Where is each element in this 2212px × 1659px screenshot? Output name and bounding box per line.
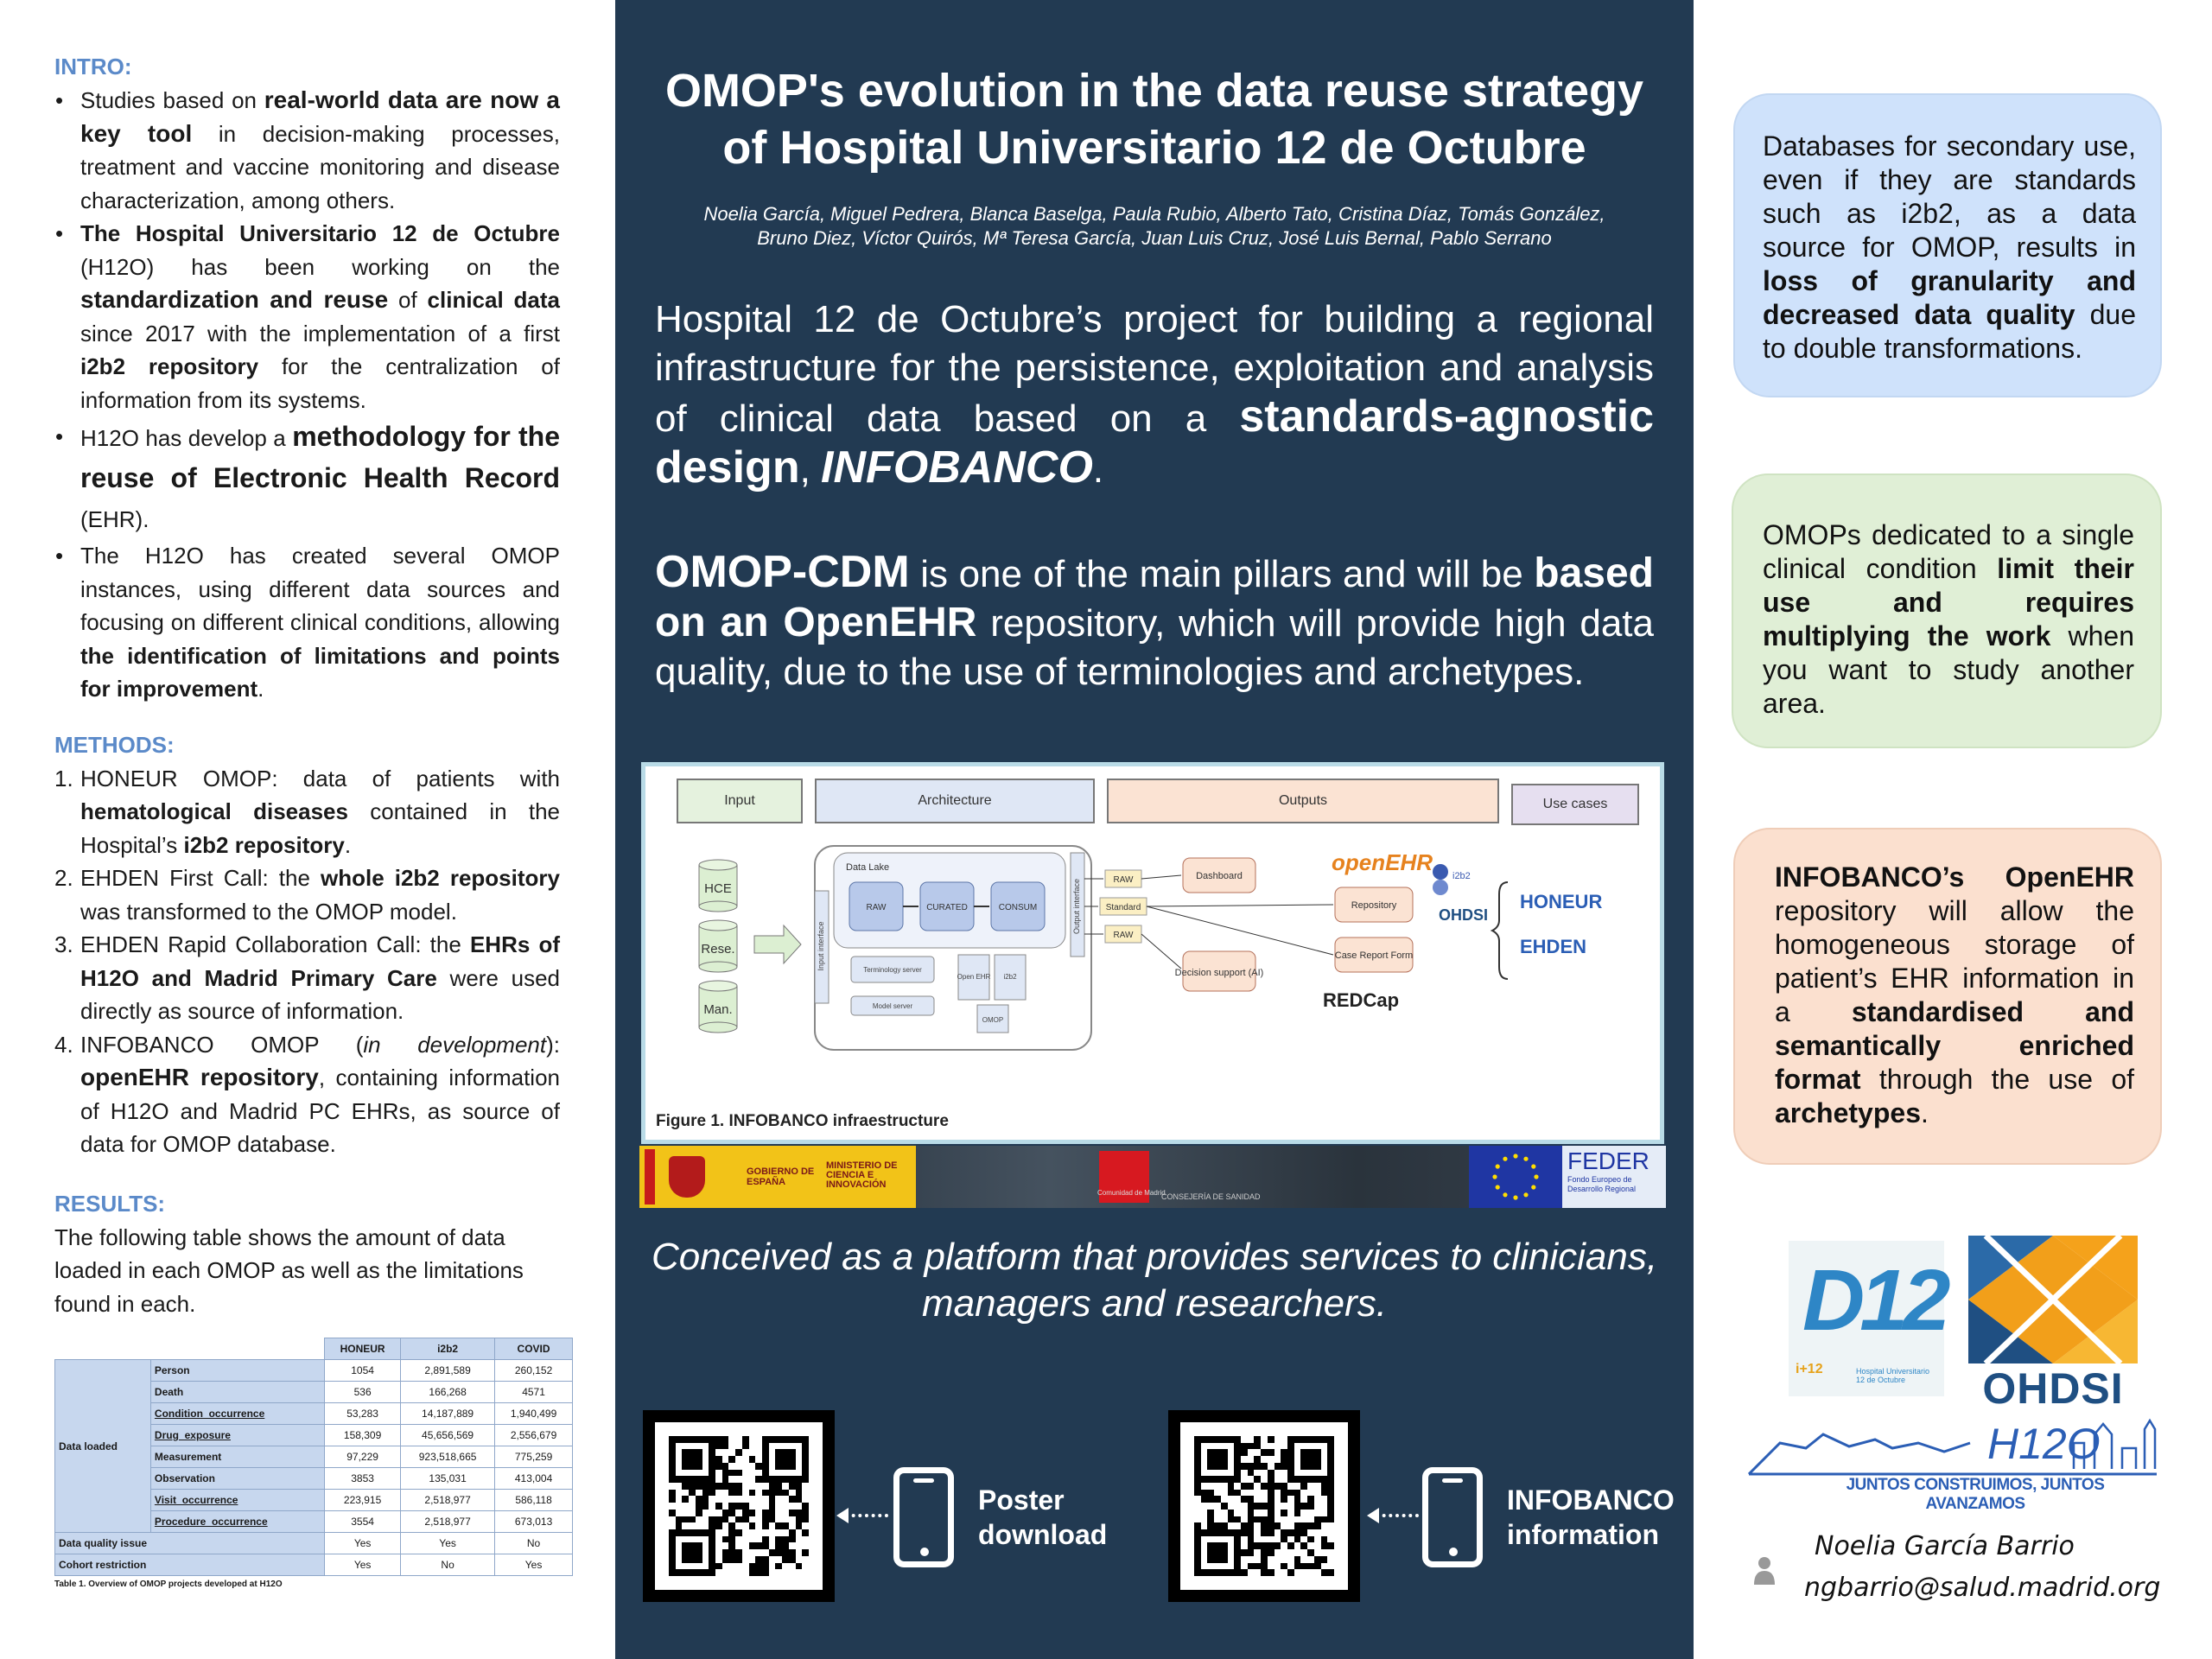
spain-flag-icon [645,1149,655,1205]
data-lake-label: Data Lake [846,862,890,873]
input-cylinder [699,920,737,972]
svg-text:RAW: RAW [1113,875,1134,885]
intro-bullet-4: • The H12O has created several OMOP instances, using different data sources and focusing on different clinical conditions, allowing the identification of limitations and points for improvement. [54,539,560,706]
diagram-header-use-cases: Use cases [1511,784,1639,825]
svg-text:CURATED: CURATED [926,903,968,912]
input-arrow [754,925,801,963]
eu-star-icon [1503,1192,1507,1197]
svg-text:Terminology server: Terminology server [863,966,922,974]
row-label: Person [150,1360,324,1382]
ehden-logo: EHDEN [1520,936,1587,957]
table-header-row [55,1338,573,1360]
gov-label: GOBIERNO DE ESPAÑA [747,1166,815,1187]
eu-star-icon [1513,1154,1517,1158]
table-cell: 586,118 [495,1490,573,1511]
table-col-header: HONEUR [325,1338,401,1360]
redcap-logo: REDCap [1323,989,1400,1011]
svg-text:RAW: RAW [866,903,887,912]
svg-text:i2b2: i2b2 [1003,973,1017,981]
eu-star-icon [1523,1192,1528,1197]
d12-logo: D12 i+12 Hospital Universitario 12 de Octubre [1789,1241,1944,1396]
ohdsi-small-logo: OHDSI [1439,906,1489,924]
table-cell: Yes [325,1533,401,1554]
table-cell: 53,283 [325,1403,401,1425]
table-cell: 2,518,977 [401,1511,495,1533]
eu-star-icon [1534,1174,1538,1179]
feder-logo: FEDER Fondo Europeo de Desarrollo Regional [1562,1146,1666,1208]
intro-bullet-3: • H12O has develop a methodology for the reuse of Electronic Health Record (EHR). [54,416,560,539]
ministry-label: MINISTERIO DE CIENCIA E INNOVACIÓN [826,1160,898,1190]
figure-caption: Figure 1. INFOBANCO infraestructure [656,1112,949,1130]
madrid-label: Comunidad de Madrid [1097,1189,1166,1197]
table-cell: 2,556,679 [495,1425,573,1446]
infobanco-diagram [641,762,1664,1144]
eu-star-icon [1496,1185,1500,1189]
table-cell: 166,268 [401,1382,495,1403]
eu-star-icon [1496,1164,1500,1168]
dotted-connector [1376,1514,1419,1517]
table-cell: 1054 [325,1360,401,1382]
eu-star-icon [1513,1195,1517,1199]
input-label: Man. [703,1002,733,1017]
table-cell: 1,940,499 [495,1403,573,1425]
granularity-card: Databases for secondary use, even if they are standards such as i2b2, as a data source for OMOP, results in loss of granularity and decreased data quality due to double transformations. [1733,93,2162,397]
input-cylinder [699,860,737,912]
table-cell: 2,891,589 [401,1360,495,1382]
table-caption: Table 1. Overview of OMOP projects developed at H12O [54,1580,283,1589]
project-paragraph: Hospital 12 de Octubre’s project for building a regional infrastructure for the persistence, exploitation and analysis of clinical data based on a standards-agnostic design, INFOBANCO. [655,298,1654,493]
single-condition-card: OMOPs dedicated to a single clinical condition limit their use and requires multiplying the work when you want to study another area. [1732,474,2162,748]
table-cell: 2,518,977 [401,1490,495,1511]
table-cell: 223,915 [325,1490,401,1511]
table-cell: 413,004 [495,1468,573,1490]
input-interface-label: Input interface [817,921,825,971]
intro-bullet-1: • Studies based on real-world data are now a key tool in decision-making processes, treatment and vaccine monitoring and disease characterization, among others. [54,84,560,217]
diagram-header-input: Input [677,779,803,823]
person-icon [1754,1555,1775,1585]
smartphone-icon [1422,1467,1483,1567]
table-cell: 4571 [495,1382,573,1403]
infobanco-qr-code[interactable] [1168,1410,1360,1602]
svg-text:Model server: Model server [872,1002,913,1010]
row-label: Observation [150,1468,324,1490]
authors-line: Noelia García, Miguel Pedrera, Blanca Baselga, Paula Rubio, Alberto Tato, Cristina Díaz, Tomás González, [703,203,1605,225]
table-col-header: i2b2 [401,1338,495,1360]
input-cylinder [699,981,737,1033]
contact-name: Noelia García Barrio [1815,1531,2075,1561]
diagram-header-architecture: Architecture [815,779,1095,823]
authors-line: Bruno Diez, Víctor Quirós, Mª Teresa García, Juan Luis Cruz, José Luis Bernal, Pablo Serrano [757,227,1552,249]
eu-flag-icon [1469,1146,1562,1208]
intro-bullet-2: • The Hospital Universitario 12 de Octubre (H12O) has been working on the standardization and reuse of clinical data since 2017 with the implementation of a first i2b2 repository for the centralization of information from its systems. [54,217,560,416]
table-cell: 260,152 [495,1360,573,1382]
results-text: The following table shows the amount of data loaded in each OMOP as well as the limitations found in each. [54,1224,524,1317]
dotted-connector [845,1514,888,1517]
row-label: Data quality issue [55,1533,325,1554]
eu-star-icon [1492,1174,1497,1179]
eu-star-icon [1523,1157,1528,1161]
method-item-1: 1. HONEUR OMOP: data of patients with hematological diseases contained in the Hospital’s i2b2 repository. [54,765,561,858]
poster-title: OMOP's evolution in the data reuse strategy of Hospital Universitario 12 de Octubre [664,65,1644,174]
svg-text:Dashboard: Dashboard [1196,871,1243,881]
openehr-card: INFOBANCO’s OpenEHR repository will allow the homogeneous storage of patient’s EHR information in a standardised and semantically enriched format through the use of archetypes. [1733,828,2162,1165]
h12o-logo: H12O JUNTOS CONSTRUIMOS, JUNTOS AVANZAMOS [1745,1417,2157,1503]
eu-star-icon [1531,1164,1535,1168]
svg-text:CONSUM: CONSUM [998,903,1038,912]
ohdsi-mark-icon [1968,1236,2138,1365]
svg-text:Repository: Repository [1351,900,1397,911]
input-label: Rese. [701,942,735,957]
funding-banner [639,1146,1666,1208]
contact-email[interactable]: ngbarrio@salud.madrid.org [1804,1573,2161,1603]
results-title: RESULTS: [54,1190,166,1217]
row-group-label: Data loaded [55,1360,151,1533]
table-cell: No [495,1533,573,1554]
i2b2-logo: i2b2 [1452,871,1471,881]
table-row [55,1533,573,1554]
table-cell: Yes [325,1554,401,1576]
row-label: Measurement [150,1446,324,1468]
diagram-header-outputs: Outputs [1107,779,1499,823]
method-item-2: 2. EHDEN First Call: the whole i2b2 repository was transformed to the OMOP model. [54,865,560,925]
conceived-statement: Conceived as a platform that provides services to clinicians, managers and researchers. [651,1236,1658,1325]
table-cell: No [401,1554,495,1576]
methods-list [54,762,560,1161]
poster-qr-code[interactable] [643,1410,835,1602]
spain-government-logo [639,1146,916,1208]
row-label: Drug_exposure [150,1425,324,1446]
left-column [0,0,613,1659]
row-label: Cohort restriction [55,1554,325,1576]
svg-text:Standard: Standard [1105,903,1141,912]
omop-table [54,1338,573,1576]
input-label: HCE [704,881,732,896]
table-cell: 158,309 [325,1425,401,1446]
svg-text:Decision support (AI): Decision support (AI) [1174,968,1264,978]
diagram-drawing [645,839,1660,1124]
smartphone-icon [893,1467,954,1567]
table-cell: 135,031 [401,1468,495,1490]
intro-list [54,84,560,706]
table-cell: 673,013 [495,1511,573,1533]
svg-text:Open EHR: Open EHR [957,973,991,981]
openehr-logo: openEHR [1332,849,1433,875]
eu-star-icon [1503,1157,1507,1161]
table-cell: 97,229 [325,1446,401,1468]
table-cell: 923,518,665 [401,1446,495,1468]
table-cell: 536 [325,1382,401,1403]
consejeria-label: CONSEJERÍA DE SANIDAD [1161,1192,1261,1201]
table-cell: 3853 [325,1468,401,1490]
output-interface-label: Output interface [1072,878,1081,935]
method-item-4: 4. INFOBANCO OMOP (in development): openEHR repository, containing information of H12O and Madrid PC EHRs, as source of data for OMOP database. [54,1031,560,1157]
omop-paragraph: OMOP-CDM is one of the main pillars and will be based on an OpenEHR repository, which will provide high data quality, due to the use of terminologies and archetypes. [655,547,1654,693]
table-cell: 3554 [325,1511,401,1533]
spain-shield-icon [669,1156,705,1198]
table-row [55,1360,573,1382]
table-cell: 14,187,889 [401,1403,495,1425]
table-cell: Yes [495,1554,573,1576]
ohdsi-logo: OHDSI [1968,1236,2138,1408]
table-cell: Yes [401,1533,495,1554]
input-cylinders [699,860,737,1033]
row-label: Condition_occurrence [150,1403,324,1425]
eu-star-icon [1531,1185,1535,1189]
row-label: Visit_occurrence [150,1490,324,1511]
svg-text:Case Report Form: Case Report Form [1334,950,1414,961]
table-row [55,1554,573,1576]
method-item-3: 3. EHDEN Rapid Collaboration Call: the EHRs of H12O and Madrid Primary Care were used directly as source of information. [54,931,560,1024]
row-label: Procedure_occurrence [150,1511,324,1533]
svg-text:RAW: RAW [1113,931,1134,940]
honeur-logo: HONEUR [1520,891,1603,912]
center-panel [615,0,1694,1659]
table-cell: 775,259 [495,1446,573,1468]
infobanco-info-label: INFOBANCO information [1507,1484,1675,1550]
table-col-header: COVID [495,1338,573,1360]
methods-title: METHODS: [54,731,175,758]
intro-title: INTRO: [54,54,132,79]
poster-download-label: Poster download [978,1484,1108,1550]
table-cell: 45,656,569 [401,1425,495,1446]
row-label: Death [150,1382,324,1403]
svg-text:OMOP: OMOP [982,1016,1004,1024]
authors [650,202,1659,251]
